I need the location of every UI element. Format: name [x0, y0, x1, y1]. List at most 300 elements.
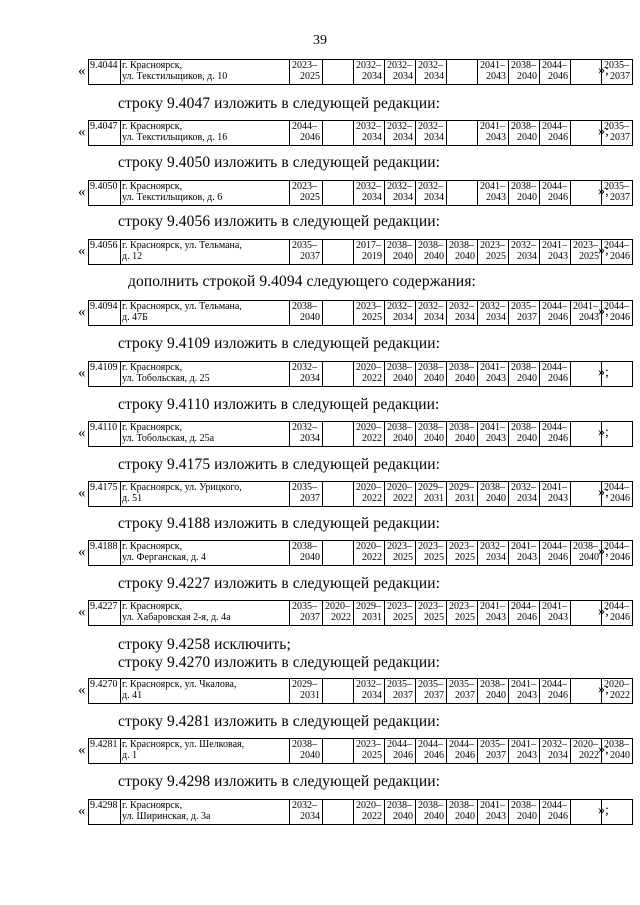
year-range-cell [509, 482, 540, 507]
year-end: 2025 [300, 192, 320, 203]
year-start: 2041– [480, 60, 505, 71]
year-end: 2022 [393, 493, 413, 504]
year-start: 2038– [387, 422, 412, 433]
year-range-cell [509, 541, 540, 566]
year-end: 2034 [424, 312, 444, 323]
year-end: 2022 [610, 690, 630, 701]
year-end: 2046 [548, 433, 568, 444]
table-row [88, 239, 633, 265]
year-range-cell [478, 362, 509, 387]
year-end: 2034 [424, 71, 444, 82]
year-start: 2032– [418, 121, 443, 132]
year-end: 2037 [610, 132, 630, 143]
year-start: 2020– [325, 601, 350, 612]
year-start: 2044– [604, 240, 629, 251]
year-range-cell [290, 422, 323, 447]
year-end: 2046 [548, 552, 568, 563]
instruction-text: строку 9.4298 изложить в следующей редакции: [118, 773, 441, 790]
open-quote: « [78, 425, 86, 441]
address-line: ул. Ферганская, д. 4 [122, 552, 207, 563]
address-line: ул. Текстильщиков, д. 16 [122, 132, 228, 143]
year-end: 2037 [300, 612, 320, 623]
year-end: 2043 [517, 750, 537, 761]
close-quote: »; [598, 742, 609, 757]
year-range-cell [540, 181, 571, 206]
table-row [88, 540, 633, 566]
year-range-cell [416, 800, 447, 825]
year-end: 2043 [486, 71, 506, 82]
year-end: 2040 [486, 690, 506, 701]
year-range-cell [447, 121, 478, 146]
year-range-cell [416, 301, 447, 326]
instruction-text: строку 9.4047 изложить в следующей редакции: [118, 95, 441, 112]
year-end: 2046 [548, 312, 568, 323]
year-end: 2040 [517, 132, 537, 143]
year-range-cell [323, 800, 354, 825]
address-cell [121, 301, 290, 326]
year-end: 2022 [362, 552, 382, 563]
year-start: 2032– [356, 121, 381, 132]
year-range-cell [509, 121, 540, 146]
open-quote: « [78, 742, 86, 758]
year-start: 2029– [356, 601, 381, 612]
year-end: 2046 [548, 71, 568, 82]
address-line: г. Красноярск, ул. Тельмана, [122, 301, 242, 312]
instruction-text: строку 9.4281 изложить в следующей редакции: [118, 713, 441, 730]
year-range-cell [509, 240, 540, 265]
year-range-cell [385, 541, 416, 566]
year-start: 2041– [542, 240, 567, 251]
year-range-cell [290, 121, 323, 146]
year-range-cell [478, 679, 509, 704]
year-start: 2044– [292, 121, 317, 132]
year-start: 2035– [480, 739, 505, 750]
year-end: 2034 [393, 71, 413, 82]
year-start: 2038– [449, 422, 474, 433]
year-start: 2041– [511, 541, 536, 552]
year-range-cell [385, 482, 416, 507]
year-range-cell [354, 679, 385, 704]
year-start: 2044– [604, 601, 629, 612]
year-end: 2040 [300, 552, 320, 563]
year-range-cell [416, 739, 447, 764]
year-start: 2032– [418, 181, 443, 192]
year-range-cell [478, 739, 509, 764]
address-line: г. Красноярск, [122, 541, 183, 552]
year-start: 2038– [449, 240, 474, 251]
year-start: 2032– [511, 482, 536, 493]
year-range-cell [323, 301, 354, 326]
year-range-cell [416, 60, 447, 85]
year-range-cell [354, 739, 385, 764]
year-range-cell [447, 422, 478, 447]
year-range-cell [323, 121, 354, 146]
year-end: 2046 [548, 132, 568, 143]
open-quote: « [78, 485, 86, 501]
year-start: 2044– [418, 739, 443, 750]
year-range-cell [354, 800, 385, 825]
year-end: 2025 [455, 612, 475, 623]
year-range-cell [416, 362, 447, 387]
year-end: 2034 [393, 312, 413, 323]
address-cell [121, 422, 290, 447]
year-end: 2034 [300, 373, 320, 384]
year-start: 2035– [292, 482, 317, 493]
year-range-cell [478, 422, 509, 447]
address-cell [121, 181, 290, 206]
year-end: 2034 [362, 71, 382, 82]
year-range-cell [385, 422, 416, 447]
year-range-cell [290, 800, 323, 825]
table-row [88, 600, 633, 626]
instruction-text: строку 9.4270 изложить в следующей редакции: [118, 654, 441, 671]
year-start: 2044– [542, 541, 567, 552]
year-start: 2032– [480, 541, 505, 552]
year-start: 2044– [387, 739, 412, 750]
year-range-cell [571, 362, 602, 387]
instruction-text: строку 9.4109 изложить в следующей редакции: [118, 335, 441, 352]
year-range-cell [509, 362, 540, 387]
year-start: 2032– [480, 301, 505, 312]
year-range-cell [290, 482, 323, 507]
year-range-cell [478, 240, 509, 265]
year-range-cell [290, 301, 323, 326]
year-range-cell [540, 422, 571, 447]
year-range-cell [571, 739, 602, 764]
year-start: 2032– [292, 800, 317, 811]
year-end: 2040 [424, 811, 444, 822]
year-end: 2040 [393, 811, 413, 822]
close-quote: »; [598, 544, 609, 559]
year-start: 2038– [511, 181, 536, 192]
year-end: 2022 [362, 433, 382, 444]
instruction-text: строку 9.4227 изложить в следующей редакции: [118, 575, 441, 592]
year-range-cell [571, 482, 602, 507]
year-range-cell [571, 60, 602, 85]
year-start: 2029– [292, 679, 317, 690]
year-end: 2043 [486, 132, 506, 143]
year-range-cell [478, 181, 509, 206]
year-range-cell [478, 301, 509, 326]
year-start: 2032– [356, 679, 381, 690]
year-range-cell [509, 601, 540, 626]
year-end: 2034 [362, 192, 382, 203]
open-quote: « [78, 184, 86, 200]
address-line: ул. Хабаровская 2-я, д. 4а [122, 612, 231, 623]
year-range-cell [323, 482, 354, 507]
instruction-text: строку 9.4258 исключить; [118, 636, 291, 653]
row-number: 9.4298 [89, 800, 121, 825]
year-start: 2023– [418, 601, 443, 612]
year-end: 2046 [610, 612, 630, 623]
year-range-cell [290, 739, 323, 764]
year-start: 2038– [292, 739, 317, 750]
year-start: 2038– [418, 800, 443, 811]
year-range-cell [571, 800, 602, 825]
year-end: 2037 [300, 493, 320, 504]
year-end: 2040 [517, 433, 537, 444]
table-row [88, 59, 633, 85]
year-start: 2032– [511, 240, 536, 251]
year-end: 2046 [610, 552, 630, 563]
year-start: 2020– [604, 679, 629, 690]
address-line: д. 12 [122, 251, 143, 262]
year-range-cell [416, 422, 447, 447]
row-number: 9.4094 [89, 301, 121, 326]
year-start: 2038– [480, 482, 505, 493]
address-line: д. 1 [122, 750, 138, 761]
year-end: 2046 [517, 612, 537, 623]
table-row [88, 738, 633, 764]
year-range-cell [571, 541, 602, 566]
year-range-cell [385, 60, 416, 85]
year-range-cell [354, 60, 385, 85]
year-start: 2041– [480, 362, 505, 373]
close-quote: »; [598, 63, 609, 78]
year-start: 2035– [604, 60, 629, 71]
year-end: 2031 [424, 493, 444, 504]
year-start: 2029– [418, 482, 443, 493]
year-range-cell [290, 60, 323, 85]
year-range-cell [509, 739, 540, 764]
year-end: 2040 [610, 750, 630, 761]
year-end: 2043 [486, 612, 506, 623]
instruction-text: строку 9.4175 изложить в следующей редакции: [118, 456, 441, 473]
year-range-cell [509, 800, 540, 825]
year-start: 2038– [418, 422, 443, 433]
year-end: 2025 [486, 251, 506, 262]
year-start: 2032– [449, 301, 474, 312]
year-start: 2038– [292, 541, 317, 552]
year-end: 2022 [579, 750, 599, 761]
table-row [88, 180, 633, 206]
year-range-cell [571, 422, 602, 447]
year-start: 2041– [480, 121, 505, 132]
year-end: 2040 [486, 493, 506, 504]
year-end: 2046 [455, 750, 475, 761]
year-range-cell [509, 181, 540, 206]
year-range-cell [323, 60, 354, 85]
row-number: 9.4050 [89, 181, 121, 206]
year-start: 2041– [542, 601, 567, 612]
year-start: 2044– [542, 301, 567, 312]
year-start: 2035– [511, 301, 536, 312]
row-number: 9.4188 [89, 541, 121, 566]
year-end: 2034 [300, 433, 320, 444]
address-line: г. Красноярск, ул. Шелковая, [122, 739, 245, 750]
year-start: 2038– [511, 121, 536, 132]
year-range-cell [571, 301, 602, 326]
year-range-cell [354, 362, 385, 387]
year-end: 2040 [517, 192, 537, 203]
close-quote: »; [598, 365, 609, 380]
year-start: 2020– [356, 800, 381, 811]
year-range-cell [385, 800, 416, 825]
year-start: 2041– [480, 601, 505, 612]
address-line: г. Красноярск, [122, 601, 183, 612]
year-start: 2035– [449, 679, 474, 690]
year-start: 2044– [542, 121, 567, 132]
year-start: 2044– [604, 541, 629, 552]
year-range-cell [447, 60, 478, 85]
year-end: 2046 [393, 750, 413, 761]
year-start: 2020– [387, 482, 412, 493]
instruction-text: строку 9.4110 изложить в следующей редакции: [118, 396, 440, 413]
year-start: 2038– [511, 800, 536, 811]
year-range-cell [571, 679, 602, 704]
year-end: 2040 [455, 811, 475, 822]
year-start: 2044– [542, 800, 567, 811]
year-end: 2031 [362, 612, 382, 623]
year-range-cell [385, 739, 416, 764]
close-quote: »; [598, 803, 609, 818]
year-range-cell [540, 482, 571, 507]
address-cell [121, 482, 290, 507]
year-end: 2046 [300, 132, 320, 143]
year-range-cell [385, 240, 416, 265]
year-end: 2022 [331, 612, 351, 623]
year-range-cell [323, 541, 354, 566]
year-range-cell [385, 679, 416, 704]
year-range-cell [354, 240, 385, 265]
year-end: 2040 [517, 373, 537, 384]
row-number: 9.4047 [89, 121, 121, 146]
year-end: 2046 [548, 811, 568, 822]
open-quote: « [78, 63, 86, 79]
year-range-cell [509, 60, 540, 85]
year-range-cell [323, 422, 354, 447]
address-line: г. Красноярск, [122, 121, 183, 132]
year-end: 2046 [548, 373, 568, 384]
year-start: 2023– [573, 240, 598, 251]
year-range-cell [416, 482, 447, 507]
year-range-cell [385, 181, 416, 206]
table-row [88, 678, 633, 704]
address-line: г. Красноярск, [122, 181, 183, 192]
year-end: 2040 [455, 373, 475, 384]
year-end: 2040 [424, 251, 444, 262]
year-end: 2043 [579, 312, 599, 323]
year-end: 2034 [486, 552, 506, 563]
year-end: 2025 [300, 71, 320, 82]
open-quote: « [78, 544, 86, 560]
year-end: 2046 [424, 750, 444, 761]
year-end: 2034 [393, 192, 413, 203]
row-number: 9.4281 [89, 739, 121, 764]
year-range-cell [354, 482, 385, 507]
year-end: 2025 [579, 251, 599, 262]
year-start: 2038– [449, 800, 474, 811]
open-quote: « [78, 304, 86, 320]
year-end: 2040 [393, 373, 413, 384]
address-line: г. Красноярск, [122, 60, 183, 71]
row-number: 9.4270 [89, 679, 121, 704]
year-start: 2029– [449, 482, 474, 493]
year-start: 2038– [511, 362, 536, 373]
year-end: 2043 [548, 612, 568, 623]
year-range-cell [478, 121, 509, 146]
instruction-text: строку 9.4188 изложить в следующей редакции: [118, 515, 441, 532]
year-start: 2038– [292, 301, 317, 312]
address-cell [121, 601, 290, 626]
year-range-cell [540, 800, 571, 825]
year-start: 2032– [387, 121, 412, 132]
year-end: 2043 [517, 690, 537, 701]
year-start: 2020– [356, 422, 381, 433]
year-start: 2032– [292, 362, 317, 373]
year-start: 2041– [480, 422, 505, 433]
year-start: 2038– [387, 362, 412, 373]
year-start: 2038– [511, 422, 536, 433]
row-number: 9.4175 [89, 482, 121, 507]
year-end: 2034 [455, 312, 475, 323]
year-range-cell [290, 541, 323, 566]
year-end: 2034 [517, 251, 537, 262]
year-start: 2023– [387, 601, 412, 612]
year-end: 2034 [300, 811, 320, 822]
table-row [88, 300, 633, 326]
year-end: 2040 [517, 71, 537, 82]
open-quote: « [78, 682, 86, 698]
year-range-cell [354, 422, 385, 447]
year-range-cell [540, 739, 571, 764]
year-start: 2023– [449, 541, 474, 552]
year-end: 2043 [486, 433, 506, 444]
year-start: 2044– [542, 60, 567, 71]
year-range-cell [290, 362, 323, 387]
year-end: 2043 [486, 811, 506, 822]
close-quote: »; [598, 243, 609, 258]
open-quote: « [78, 604, 86, 620]
year-start: 2041– [542, 482, 567, 493]
address-line: д. 51 [122, 493, 143, 504]
year-range-cell [323, 679, 354, 704]
year-end: 2046 [610, 493, 630, 504]
address-cell [121, 240, 290, 265]
year-end: 2037 [610, 71, 630, 82]
close-quote: »; [598, 485, 609, 500]
year-range-cell [478, 800, 509, 825]
year-start: 2023– [418, 541, 443, 552]
year-range-cell [290, 679, 323, 704]
year-start: 2041– [480, 800, 505, 811]
year-end: 2040 [300, 750, 320, 761]
year-end: 2025 [362, 750, 382, 761]
year-end: 2037 [424, 690, 444, 701]
year-end: 2046 [610, 251, 630, 262]
year-range-cell [540, 362, 571, 387]
address-line: г. Красноярск, ул. Чкалова, [122, 679, 237, 690]
year-range-cell [571, 240, 602, 265]
year-end: 2043 [486, 373, 506, 384]
year-start: 2044– [542, 679, 567, 690]
year-start: 2038– [511, 60, 536, 71]
year-range-cell [447, 240, 478, 265]
year-range-cell [416, 240, 447, 265]
close-quote: »; [598, 304, 609, 319]
year-end: 2046 [610, 312, 630, 323]
year-end: 2040 [300, 312, 320, 323]
year-range-cell [540, 240, 571, 265]
year-range-cell [447, 301, 478, 326]
year-range-cell [571, 601, 602, 626]
year-range-cell [447, 482, 478, 507]
year-range-cell [478, 60, 509, 85]
year-start: 2032– [292, 422, 317, 433]
year-range-cell [478, 541, 509, 566]
address-cell [121, 60, 290, 85]
year-start: 2044– [542, 181, 567, 192]
